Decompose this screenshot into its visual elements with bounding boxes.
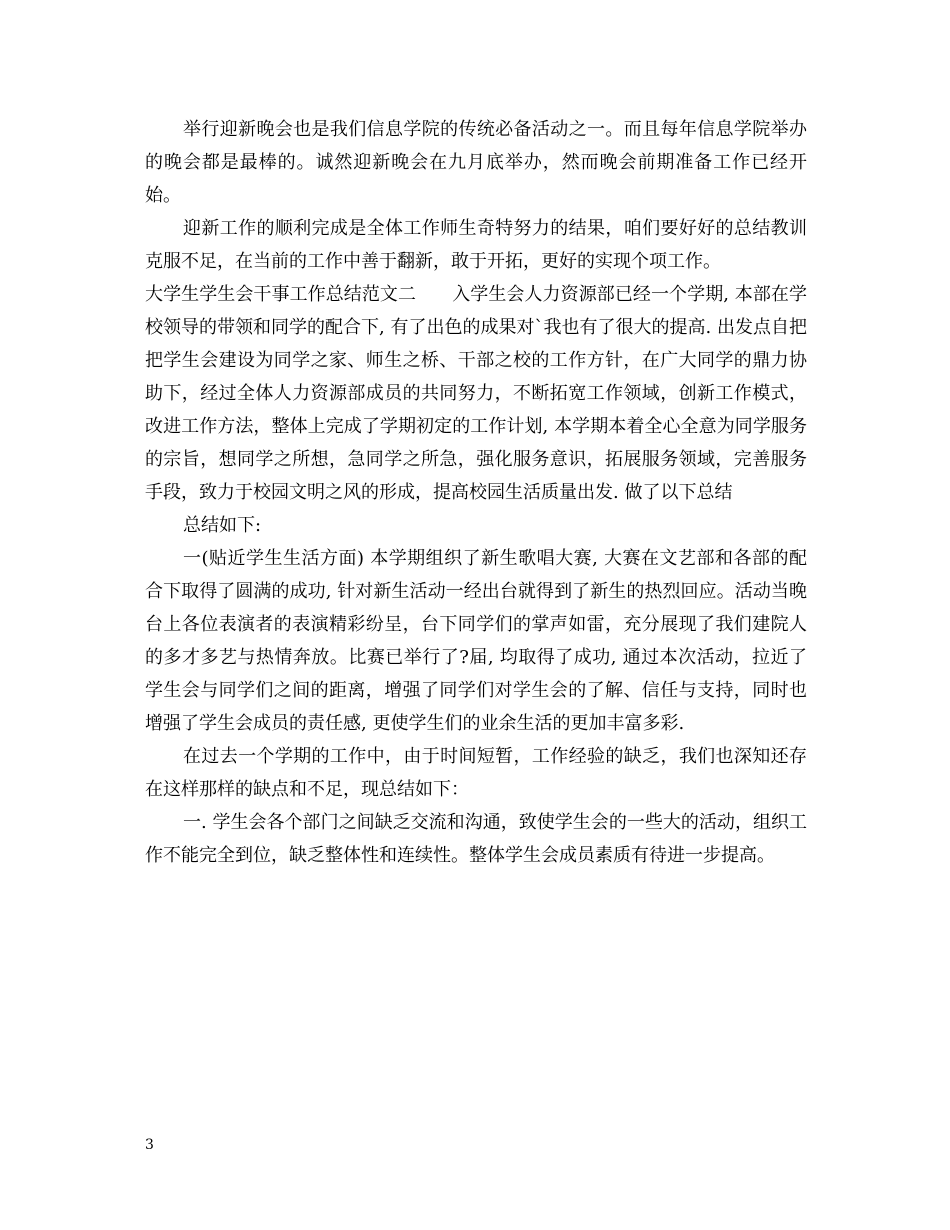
paragraph-welcome-party: 举行迎新晚会也是我们信息学院的传统必备活动之一。而且每年信息学院举办的晚会都是最棒的。诚然迎新晚会在九月底举办，然而晚会前期准备工作已经开始。 <box>145 119 807 206</box>
paragraph-student-life: 一(贴近学生生活方面) 本学期组织了新生歌唱大赛, 大赛在文艺部和各部的配合下取得了圆满的成功, 针对新生活动一经出台就得到了新生的热烈回应。活动当晚台上各位表演者的表演精彩纷呈，台下同学们的掌声如雷，充分展现了我们建院人的多才多艺与热情奔放。比赛已举行了?届, 均取得了成功, 通过本次活动，拉近了学生会与同学们之间的距离，增强了同学们对学生会的了解、信任与支持，同时也增强了学生会成员的责任感, 更使学生们的业余生活的更加丰富多彩. <box>145 548 807 734</box>
paragraph-welcome-work-summary: 迎新工作的顺利完成是全体工作师生奇特努力的结果，咱们要好好的总结教训克服不足，在当前的工作中善于翻新，敢于开拓，更好的实现个项工作。 <box>145 218 807 272</box>
document-body <box>145 113 807 872</box>
paragraph-sample-essay-two: 大学生学生会干事工作总结范文二 入学生会人力资源部已经一个学期, 本部在学校领导的带领和同学的配合下, 有了出色的成果对`我也有了很大的提高. 出发点自把把学生会建设为同学之家、师生之桥、干部之校的工作方针，在广大同学的鼎力协助下，经过全体人力资源部成员的共同努力，不断拓宽工作领域，创新工作模式，改进工作方法，整体上完成了学期初定的工作计划, 本学期本着全心全意为同学服务的宗旨，想同学之所想，急同学之所急，强化服务意识，拓展服务领域，完善服务手段，致力于校园文明之风的形成，提高校园生活质量出发. 做了以下总结 <box>145 284 807 503</box>
paragraph-shortcomings-intro: 在过去一个学期的工作中，由于时间短暂，工作经验的缺乏，我们也深知还存在这样那样的缺点和不足，现总结如下： <box>145 746 807 800</box>
page-number: 3 <box>145 1137 154 1153</box>
paragraph-summary-heading: 总结如下: <box>183 515 262 536</box>
paragraph-shortcoming-one: 一. 学生会各个部门之间缺乏交流和沟通，致使学生会的一些大的活动，组织工作不能完全到位，缺乏整体性和连续性。整体学生会成员素质有待进一步提高。 <box>145 812 807 866</box>
